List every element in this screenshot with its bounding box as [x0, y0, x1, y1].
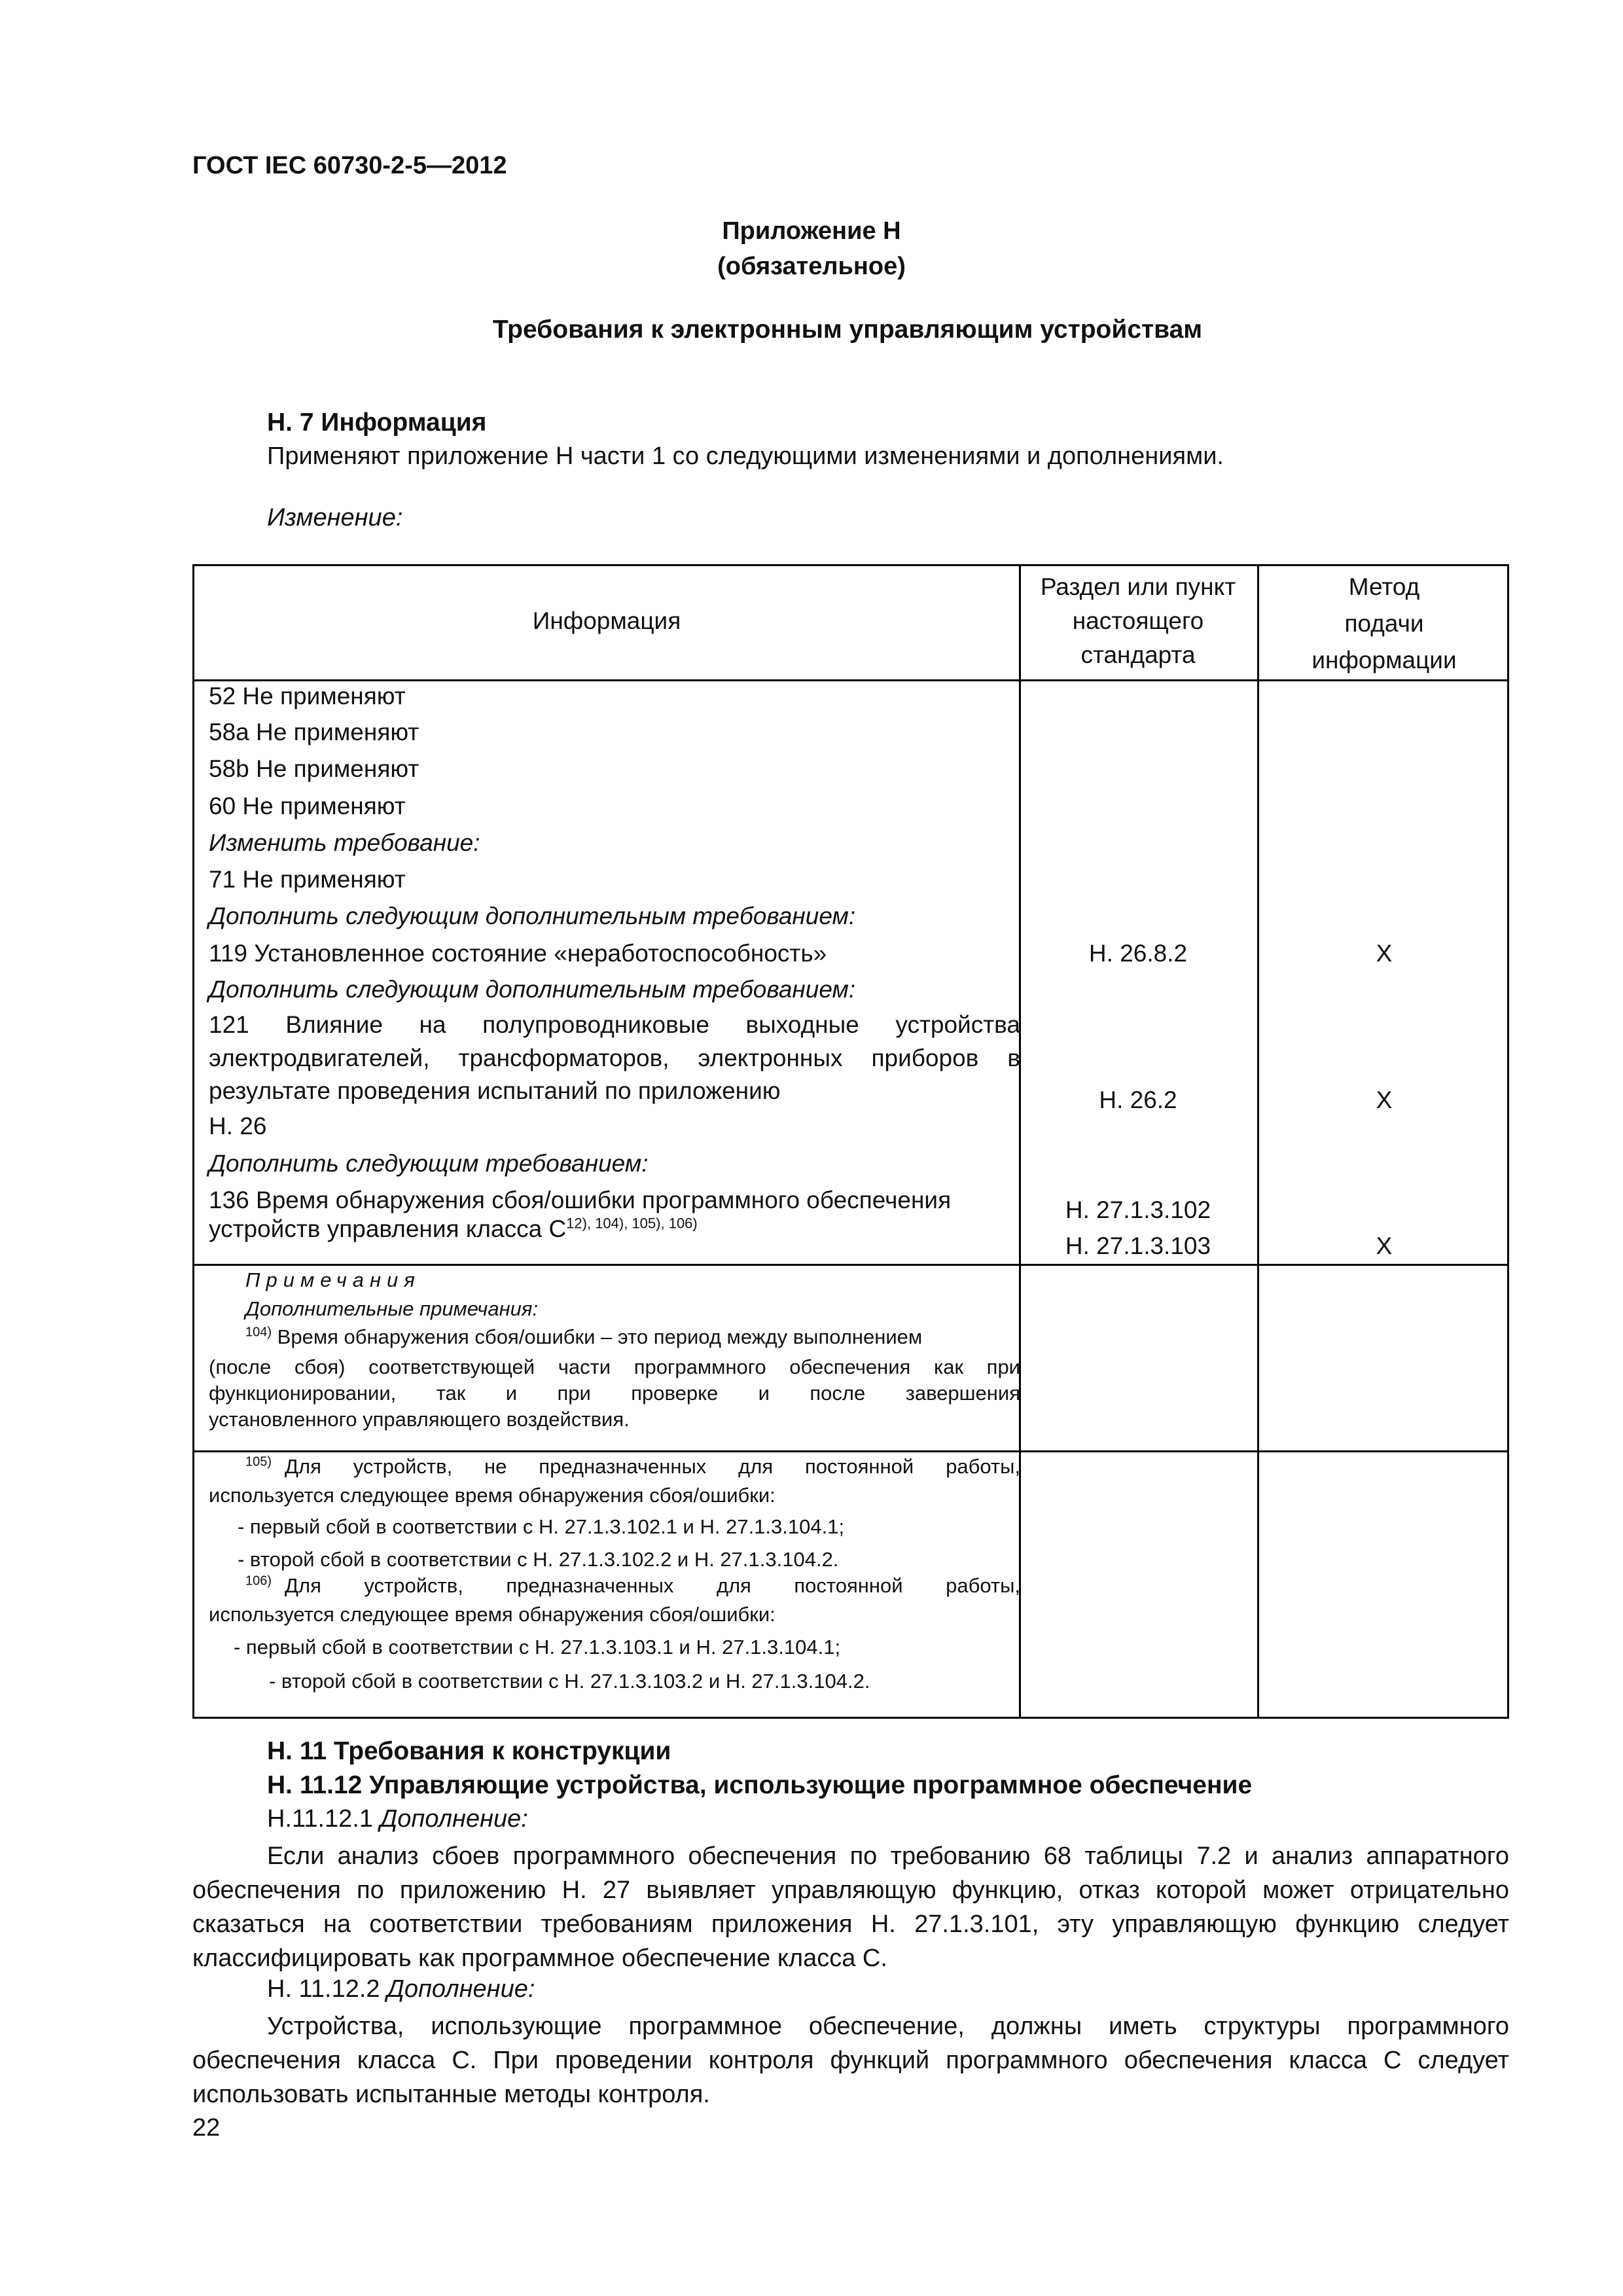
information-table [192, 564, 1509, 1719]
table-line: электродвигателей, трансформаторов, электронных приборов в [209, 1045, 1020, 1071]
header-method-line: Метод [1348, 573, 1420, 600]
note-text: используется следующее время обнаружения сбоя/ошибки: [209, 1484, 776, 1507]
clause-h11-12-2 [267, 1975, 535, 2003]
table-line: 121 Влияние на полупроводниковые выходные устройства [209, 1011, 1020, 1038]
section-heading-h11: Н. 11 Требования к конструкции [267, 1737, 671, 1765]
standard-designation: ГОСТ IEC 60730-2-5—2012 [192, 152, 507, 179]
table-line [209, 1215, 698, 1243]
subsection-heading-h11-12: Н. 11.12 Управляющие устройства, использующие программное обеспечение [267, 1771, 1253, 1799]
column-divider [1257, 566, 1259, 1717]
clause-number: Н.11.12.1 [267, 1805, 373, 1833]
note-104-first [245, 1325, 922, 1349]
table-line: результате проведения испытаний по приложению [209, 1077, 781, 1104]
header-method [1257, 569, 1511, 679]
table-line: Н. 26 [209, 1113, 267, 1139]
note-text: - второй сбой в соответствии с Н. 27.1.3.102.2 и Н. 27.1.3.104.2. [238, 1548, 839, 1571]
method-mark: X [1376, 940, 1393, 967]
note-text: Для устройств, не предназначенных для постоянной работы, [285, 1455, 1020, 1478]
clause-number: Н. 11.12.2 [267, 1975, 380, 2003]
header-clause-line: Раздел или пункт [1040, 573, 1236, 600]
note-text: используется следующее время обнаружения сбоя/ошибки: [209, 1603, 776, 1626]
note-text: (после сбоя) соответствующей части программного обеспечения как при [209, 1355, 1020, 1378]
header-method-line: подачи [1344, 610, 1424, 637]
table-line: 71 Не применяют [209, 866, 406, 893]
method-mark: X [1376, 1086, 1393, 1113]
clause-h11-12-1-text: Если анализ сбоев программного обеспечения по требованию 68 таблицы 7.2 и анализ аппаратного обеспечения по приложению Н. 27 выявляет управляющую функцию, отказ которой может отрицательно сказаться на соответствии требованиям приложения Н. 27.1.3.101, эту управляющую функцию следует классифицировать как программное обеспечение класса С. [192, 1842, 1509, 1972]
notes-heading: Примечания [245, 1268, 421, 1291]
section-intro: Применяют приложение Н части 1 со следующими изменениями и дополнениями. [267, 442, 1224, 470]
change-label: Изменение: [267, 504, 403, 531]
footnote-number: 104) [245, 1325, 272, 1340]
table-line: 52 Не применяют [209, 683, 406, 709]
note-text: Для устройств, предназначенных для постоянной работы, [285, 1574, 1020, 1597]
table-line-italic: Дополнить следующим дополнительным требованием: [209, 976, 856, 1003]
row-divider [194, 1450, 1507, 1452]
annex-subject: Требования к электронным управляющим устройствам [492, 315, 1203, 344]
header-clause-line: стандарта [1080, 641, 1196, 668]
header-info: Информация [532, 607, 681, 634]
note-106-first [245, 1574, 1020, 1598]
table-line: 60 Не применяют [209, 793, 406, 819]
table-line-italic: Дополнить следующим требованием: [209, 1150, 649, 1177]
header-divider [194, 679, 1507, 681]
footnote-number: 106) [245, 1573, 272, 1588]
note-text: - первый сбой в соответствии с Н. 27.1.3.102.1 и Н. 27.1.3.104.1; [238, 1515, 845, 1538]
clause-label: Дополнение: [380, 1805, 528, 1833]
clause-ref: Н. 27.1.3.102 [1065, 1196, 1211, 1223]
note-text: - второй сбой в соответствии с Н. 27.1.3.103.2 и Н. 27.1.3.104.2. [269, 1670, 870, 1693]
table-line-italic: Дополнить следующим дополнительным требованием: [209, 903, 856, 929]
notes-additional: Дополнительные примечания: [245, 1297, 539, 1320]
row-divider [194, 1264, 1507, 1266]
note-text: - первый сбой в соответствии с Н. 27.1.3.103.1 и Н. 27.1.3.104.1; [234, 1636, 841, 1659]
clause-ref: Н. 26.2 [1099, 1086, 1177, 1113]
table-line: 58a Не применяют [209, 719, 419, 745]
table-line-text: устройств управления класса С [209, 1215, 567, 1242]
header-method-line: информации [1311, 647, 1457, 673]
method-mark: X [1376, 1232, 1393, 1259]
clause-h11-12-1 [267, 1805, 528, 1833]
note-text: функционировании, так и при проверке и после завершения [209, 1382, 1020, 1405]
table-line: 58b Не применяют [209, 755, 419, 782]
section-heading-h7: Н. 7 Информация [267, 408, 487, 437]
note-text: установленного управляющего воздействия. [209, 1408, 630, 1431]
clause-h11-12-2-text: Устройства, использующие программное обеспечение, должны иметь структуры программного обеспечения класса С. При проведении контроля функций программного обеспечения класса С следует использовать испытанные методы контроля. [192, 2013, 1509, 2108]
note-105-first [245, 1455, 1020, 1479]
column-divider [1019, 566, 1021, 1717]
table-line-italic: Изменить требование: [209, 829, 480, 856]
header-clause-line: настоящего [1072, 607, 1204, 634]
table-line: 136 Время обнаружения сбоя/ошибки программного обеспечения [209, 1187, 952, 1213]
clause-label: Дополнение: [387, 1975, 535, 2003]
annex-title: Приложение Н [722, 217, 901, 245]
annex-status: (обязательное) [717, 253, 906, 280]
footnote-refs: 12), 104), 105), 106) [566, 1215, 698, 1232]
note-text: Время обнаружения сбоя/ошибки – это период между выполнением [277, 1325, 923, 1348]
page-number: 22 [192, 2114, 221, 2142]
table-line: 119 Установленное состояние «неработоспособность» [209, 940, 827, 967]
header-clause [1019, 570, 1257, 672]
clause-ref: Н. 27.1.3.103 [1065, 1232, 1211, 1259]
clause-ref: Н. 26.8.2 [1088, 940, 1188, 967]
footnote-number: 105) [245, 1454, 272, 1469]
